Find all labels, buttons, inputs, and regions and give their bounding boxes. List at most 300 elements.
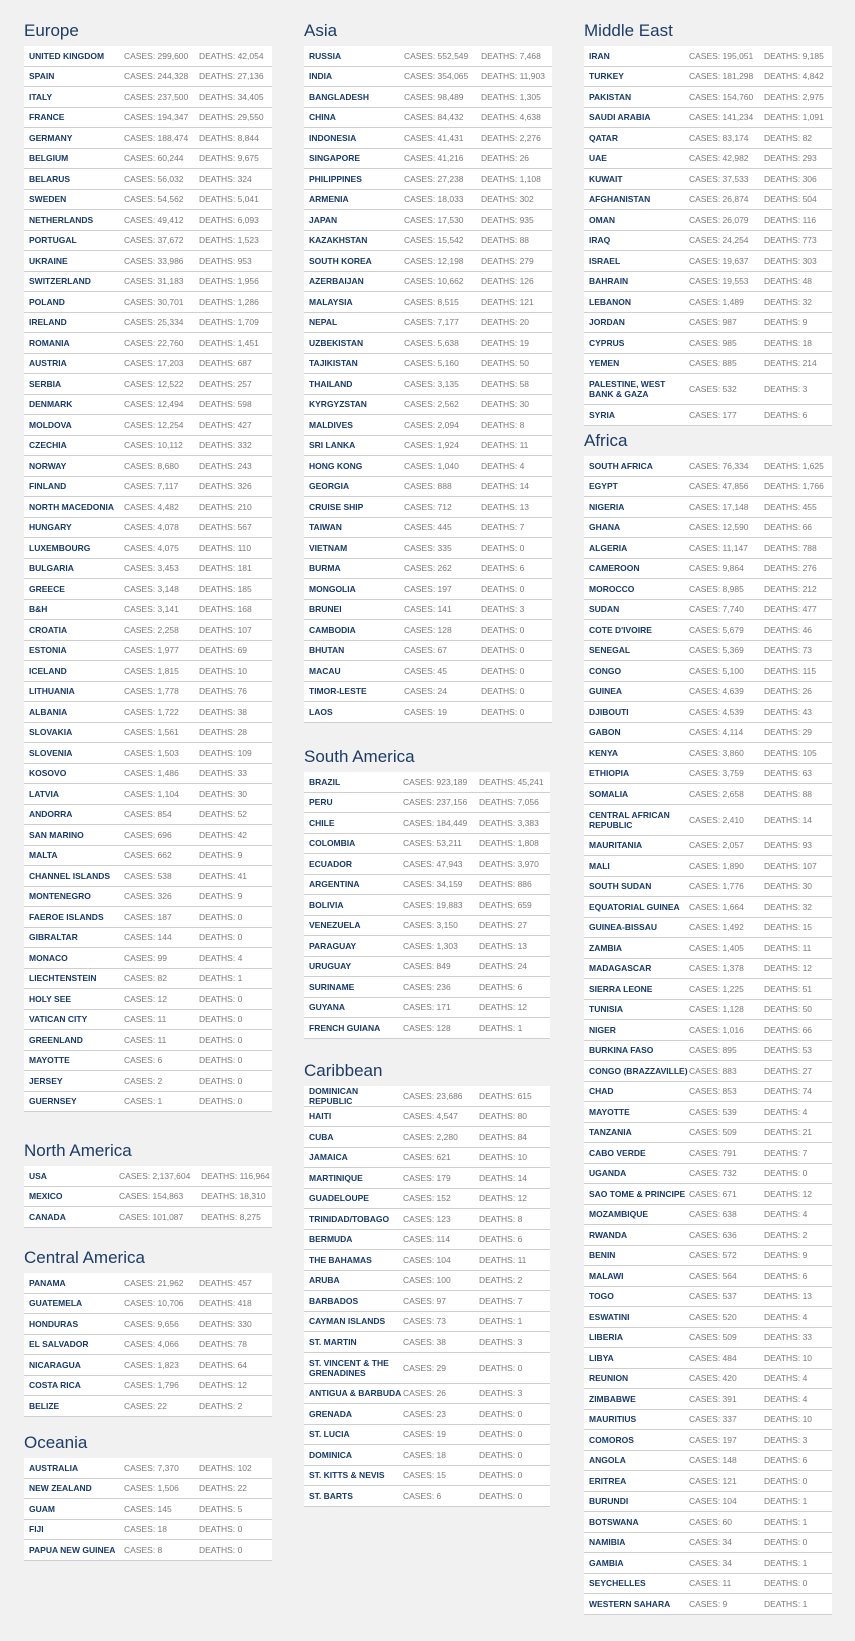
region-oceania — [24, 1432, 272, 1561]
table-row — [584, 333, 832, 354]
cases-value: CASES: 22 — [124, 1400, 167, 1411]
deaths-value: DEATHS: 0 — [479, 1449, 523, 1460]
table-row — [584, 67, 832, 88]
deaths-value: DEATHS: 116,964 — [201, 1170, 270, 1181]
deaths-value: DEATHS: 7 — [764, 1147, 808, 1158]
country-table — [304, 1086, 550, 1507]
country-table — [304, 46, 552, 723]
country-table — [24, 1273, 272, 1417]
country-name: TOGO — [589, 1291, 614, 1302]
table-row — [584, 456, 832, 477]
deaths-value: DEATHS: 330 — [199, 1318, 252, 1329]
table-row — [24, 67, 272, 88]
country-name: VATICAN CITY — [29, 1014, 88, 1025]
table-row — [24, 723, 272, 744]
table-row — [584, 1082, 832, 1103]
deaths-value: DEATHS: 8,275 — [201, 1211, 261, 1222]
cases-value: CASES: 3,860 — [689, 747, 744, 758]
cases-value: CASES: 2,562 — [404, 399, 459, 410]
country-name: ESTONIA — [29, 645, 67, 656]
table-row — [304, 1312, 550, 1333]
deaths-value: DEATHS: 4,638 — [481, 112, 541, 123]
cases-value: CASES: 5,100 — [689, 665, 744, 676]
cases-value: CASES: 1 — [124, 1096, 163, 1107]
deaths-value: DEATHS: 477 — [764, 604, 817, 615]
country-name: LUXEMBOURG — [29, 542, 91, 553]
country-name: ST. MARTIN — [309, 1336, 357, 1347]
country-name: REUNION — [589, 1373, 629, 1384]
deaths-value: DEATHS: 76 — [199, 686, 248, 697]
cases-value: CASES: 696 — [124, 829, 172, 840]
deaths-value: DEATHS: 0 — [199, 911, 243, 922]
deaths-value: DEATHS: 11 — [479, 1254, 527, 1265]
table-row — [304, 395, 552, 416]
cases-value: CASES: 98,489 — [404, 91, 464, 102]
table-row — [24, 477, 272, 498]
deaths-value: DEATHS: 293 — [764, 153, 817, 164]
table-row — [584, 272, 832, 293]
country-name: MOROCCO — [589, 583, 635, 594]
cases-value: CASES: 26,874 — [689, 194, 749, 205]
cases-value: CASES: 148 — [689, 1455, 737, 1466]
table-row — [24, 108, 272, 129]
cases-value: CASES: 99 — [124, 952, 167, 963]
table-row — [584, 600, 832, 621]
table-row — [24, 866, 272, 887]
country-name: LITHUANIA — [29, 686, 75, 697]
table-row — [584, 1266, 832, 1287]
country-name: SENEGAL — [589, 645, 631, 656]
table-row — [584, 477, 832, 498]
region-central-america — [24, 1247, 272, 1417]
deaths-value: DEATHS: 6 — [764, 1270, 808, 1281]
deaths-value: DEATHS: 6,093 — [199, 214, 259, 225]
cases-value: CASES: 7,370 — [124, 1462, 179, 1473]
cases-value: CASES: 17,203 — [124, 358, 184, 369]
cases-value: CASES: 791 — [689, 1147, 737, 1158]
cases-value: CASES: 985 — [689, 337, 737, 348]
deaths-value: DEATHS: 0 — [199, 1075, 243, 1086]
country-name: FAEROE ISLANDS — [29, 911, 104, 922]
cases-value: CASES: 171 — [403, 1002, 451, 1013]
country-name: JAPAN — [309, 214, 338, 225]
cases-value: CASES: 2 — [124, 1075, 163, 1086]
deaths-value: DEATHS: 1,523 — [199, 235, 259, 246]
table-row — [584, 251, 832, 272]
table-row — [24, 559, 272, 580]
cases-value: CASES: 4,539 — [689, 706, 744, 717]
cases-value: CASES: 8,515 — [404, 296, 459, 307]
cases-value: CASES: 5,160 — [404, 358, 459, 369]
country-table — [24, 46, 272, 1112]
deaths-value: DEATHS: 115 — [764, 665, 817, 676]
table-row — [584, 1369, 832, 1390]
deaths-value: DEATHS: 935 — [481, 214, 534, 225]
deaths-value: DEATHS: 30 — [199, 788, 248, 799]
table-row — [24, 1540, 272, 1561]
country-name: CRUISE SHIP — [309, 501, 364, 512]
table-row — [304, 477, 552, 498]
table-row — [304, 333, 552, 354]
table-row — [584, 169, 832, 190]
cases-value: CASES: 1,506 — [124, 1483, 179, 1494]
cases-value: CASES: 41,216 — [404, 153, 464, 164]
country-name: USA — [29, 1170, 47, 1181]
country-name: LEBANON — [589, 296, 632, 307]
cases-value: CASES: 484 — [689, 1352, 737, 1363]
cases-value: CASES: 538 — [124, 870, 172, 881]
cases-value: CASES: 888 — [404, 481, 452, 492]
table-row — [304, 620, 552, 641]
deaths-value: DEATHS: 1,305 — [481, 91, 541, 102]
country-name: ST. KITTS & NEVIS — [309, 1470, 385, 1481]
table-row — [584, 231, 832, 252]
deaths-value: DEATHS: 26 — [481, 153, 530, 164]
country-name: GUYANA — [309, 1002, 346, 1013]
country-name: GUINEA-BISSAU — [589, 922, 658, 933]
country-name: ST. VINCENT & THE GRENADINES — [309, 1357, 389, 1378]
table-row — [24, 1207, 272, 1228]
table-row — [584, 1246, 832, 1267]
table-row — [584, 1143, 832, 1164]
country-name: BAHRAIN — [589, 276, 629, 287]
table-row — [24, 805, 272, 826]
deaths-value: DEATHS: 212 — [764, 583, 817, 594]
country-name: GIBRALTAR — [29, 932, 78, 943]
table-row — [584, 805, 832, 836]
country-table — [584, 456, 832, 1615]
country-name: BANGLADESH — [309, 91, 369, 102]
deaths-value: DEATHS: 0 — [199, 1096, 243, 1107]
country-name: BRAZIL — [309, 776, 341, 787]
cases-value: CASES: 4,482 — [124, 501, 179, 512]
cases-value: CASES: 3,141 — [124, 604, 179, 615]
table-row — [24, 784, 272, 805]
cases-value: CASES: 9,656 — [124, 1318, 179, 1329]
deaths-value: DEATHS: 0 — [764, 1168, 808, 1179]
country-name: ROMANIA — [29, 337, 70, 348]
cases-value: CASES: 9 — [689, 1598, 728, 1609]
cases-value: CASES: 19 — [403, 1429, 446, 1440]
country-name: ZIMBABWE — [589, 1393, 636, 1404]
cases-value: CASES: 5,369 — [689, 645, 744, 656]
table-row — [24, 1071, 272, 1092]
cases-value: CASES: 391 — [689, 1393, 737, 1404]
cases-value: CASES: 520 — [689, 1311, 737, 1322]
table-row — [584, 374, 832, 405]
region-title: Europe — [24, 21, 79, 40]
deaths-value: DEATHS: 788 — [764, 542, 817, 553]
country-name: WESTERN SAHARA — [589, 1598, 671, 1609]
deaths-value: DEATHS: 4 — [199, 952, 243, 963]
deaths-value: DEATHS: 10 — [764, 1414, 813, 1425]
table-row — [24, 1010, 272, 1031]
cases-value: CASES: 2,094 — [404, 419, 459, 430]
cases-value: CASES: 12,198 — [404, 255, 464, 266]
cases-value: CASES: 128 — [404, 624, 452, 635]
country-name: MALAYSIA — [309, 296, 353, 307]
deaths-value: DEATHS: 9 — [764, 317, 808, 328]
deaths-value: DEATHS: 52 — [199, 809, 248, 820]
table-row — [584, 1164, 832, 1185]
table-row — [24, 682, 272, 703]
table-row — [304, 190, 552, 211]
cases-value: CASES: 1,924 — [404, 440, 459, 451]
deaths-value: DEATHS: 3 — [479, 1388, 523, 1399]
table-row — [24, 415, 272, 436]
table-row — [24, 764, 272, 785]
country-name: CENTRAL AFRICAN REPUBLIC — [589, 809, 670, 830]
deaths-value: DEATHS: 12 — [764, 963, 813, 974]
country-name: PORTUGAL — [29, 235, 77, 246]
deaths-value: DEATHS: 276 — [764, 563, 817, 574]
table-row — [584, 87, 832, 108]
deaths-value: DEATHS: 2,975 — [764, 91, 824, 102]
deaths-value: DEATHS: 109 — [199, 747, 252, 758]
deaths-value: DEATHS: 12 — [479, 1193, 528, 1204]
cases-value: CASES: 73 — [403, 1316, 446, 1327]
cases-value: CASES: 662 — [124, 850, 172, 861]
table-row — [24, 169, 272, 190]
deaths-value: DEATHS: 50 — [481, 358, 530, 369]
cases-value: CASES: 1,492 — [689, 922, 744, 933]
deaths-value: DEATHS: 615 — [479, 1090, 532, 1101]
country-name: PAKISTAN — [589, 91, 632, 102]
country-name: SYRIA — [589, 409, 615, 420]
country-name: GUATEMELA — [29, 1298, 83, 1309]
deaths-value: DEATHS: 1,625 — [764, 460, 824, 471]
cases-value: CASES: 19,553 — [689, 276, 749, 287]
deaths-value: DEATHS: 0 — [199, 1014, 243, 1025]
table-row — [584, 292, 832, 313]
table-row — [304, 559, 552, 580]
cases-value: CASES: 2,137,604 — [119, 1170, 191, 1181]
cases-value: CASES: 2,057 — [689, 840, 744, 851]
region-title: Asia — [304, 21, 338, 40]
table-row — [24, 887, 272, 908]
country-name: VIETNAM — [309, 542, 348, 553]
table-row — [304, 1291, 550, 1312]
cases-value: CASES: 10,662 — [404, 276, 464, 287]
country-name: UZBEKISTAN — [309, 337, 364, 348]
table-row — [584, 1533, 832, 1554]
deaths-value: DEATHS: 504 — [764, 194, 817, 205]
table-row — [24, 210, 272, 231]
country-name: MAYOTTE — [589, 1106, 630, 1117]
country-name: SLOVAKIA — [29, 727, 73, 738]
table-row — [584, 1471, 832, 1492]
table-row — [24, 1051, 272, 1072]
deaths-value: DEATHS: 42,054 — [199, 50, 264, 61]
cases-value: CASES: 83,174 — [689, 132, 749, 143]
table-row — [304, 813, 550, 834]
country-name: SURINAME — [309, 981, 355, 992]
cases-value: CASES: 18 — [124, 1524, 167, 1535]
cases-value: CASES: 23,686 — [403, 1090, 463, 1101]
cases-value: CASES: 1,796 — [124, 1380, 179, 1391]
country-name: CHAD — [589, 1086, 614, 1097]
country-name: BENIN — [589, 1250, 616, 1261]
table-row — [584, 1205, 832, 1226]
cases-value: CASES: 895 — [689, 1045, 737, 1056]
deaths-value: DEATHS: 4 — [764, 1106, 808, 1117]
table-row — [304, 1404, 550, 1425]
table-row — [304, 854, 550, 875]
table-row — [304, 600, 552, 621]
country-name: MALAWI — [589, 1270, 624, 1281]
table-row — [304, 1148, 550, 1169]
deaths-value: DEATHS: 2,276 — [481, 132, 541, 143]
deaths-value: DEATHS: 9,675 — [199, 153, 259, 164]
cases-value: CASES: 19,637 — [689, 255, 749, 266]
cases-value: CASES: 24,254 — [689, 235, 749, 246]
deaths-value: DEATHS: 1 — [764, 1516, 808, 1527]
cases-value: CASES: 3,453 — [124, 563, 179, 574]
table-row — [304, 1384, 550, 1405]
table-row — [24, 743, 272, 764]
deaths-value: DEATHS: 110 — [199, 542, 252, 553]
country-name: KAZAKHSTAN — [309, 235, 368, 246]
cases-value: CASES: 1,378 — [689, 963, 744, 974]
country-name: ANTIGUA & BARBUDA — [309, 1388, 402, 1399]
deaths-value: DEATHS: 107 — [764, 860, 817, 871]
table-row — [584, 559, 832, 580]
table-row — [304, 1086, 550, 1107]
deaths-value: DEATHS: 1 — [764, 1496, 808, 1507]
deaths-value: DEATHS: 7,468 — [481, 50, 541, 61]
country-name: DJIBOUTI — [589, 706, 629, 717]
deaths-value: DEATHS: 69 — [199, 645, 248, 656]
country-name: YEMEN — [589, 358, 620, 369]
deaths-value: DEATHS: 1 — [479, 1316, 523, 1327]
deaths-value: DEATHS: 4 — [764, 1393, 808, 1404]
table-row — [584, 579, 832, 600]
deaths-value: DEATHS: 1,108 — [481, 173, 541, 184]
table-row — [24, 579, 272, 600]
cases-value: CASES: 19,883 — [403, 899, 463, 910]
cases-value: CASES: 638 — [689, 1209, 737, 1220]
deaths-value: DEATHS: 0 — [481, 686, 525, 697]
cases-value: CASES: 237,156 — [403, 797, 468, 808]
cases-value: CASES: 29 — [403, 1362, 446, 1373]
cases-value: CASES: 27,238 — [404, 173, 464, 184]
table-row — [24, 1499, 272, 1520]
country-name: NICARAGUA — [29, 1359, 81, 1370]
deaths-value: DEATHS: 105 — [764, 747, 817, 758]
cases-value: CASES: 3,148 — [124, 583, 179, 594]
deaths-value: DEATHS: 185 — [199, 583, 252, 594]
country-name: MALI — [589, 860, 610, 871]
deaths-value: DEATHS: 48 — [764, 276, 813, 287]
country-name: GREENLAND — [29, 1034, 83, 1045]
country-name: SRI LANKA — [309, 440, 356, 451]
country-name: HOLY SEE — [29, 993, 72, 1004]
cases-value: CASES: 15,542 — [404, 235, 464, 246]
cases-value: CASES: 8,680 — [124, 460, 179, 471]
deaths-value: DEATHS: 1,451 — [199, 337, 259, 348]
country-name: GUINEA — [589, 686, 623, 697]
cases-value: CASES: 885 — [689, 358, 737, 369]
region-title: Middle East — [584, 21, 673, 40]
deaths-value: DEATHS: 687 — [199, 358, 252, 369]
table-row — [24, 1092, 272, 1113]
deaths-value: DEATHS: 12 — [764, 1188, 813, 1199]
cases-value: CASES: 1,489 — [689, 296, 744, 307]
table-row — [304, 169, 552, 190]
cases-value: CASES: 34,159 — [403, 879, 463, 890]
cases-value: CASES: 853 — [689, 1086, 737, 1097]
deaths-value: DEATHS: 0 — [479, 1470, 523, 1481]
deaths-value: DEATHS: 30 — [764, 881, 813, 892]
country-name: SWITZERLAND — [29, 276, 91, 287]
deaths-value: DEATHS: 4 — [764, 1209, 808, 1220]
deaths-value: DEATHS: 80 — [479, 1111, 528, 1122]
country-name: ALGERIA — [589, 542, 628, 553]
cases-value: CASES: 12 — [124, 993, 167, 1004]
deaths-value: DEATHS: 4 — [764, 1311, 808, 1322]
table-row — [584, 1123, 832, 1144]
cases-value: CASES: 4,066 — [124, 1339, 179, 1350]
deaths-value: DEATHS: 3 — [479, 1336, 523, 1347]
table-row — [304, 272, 552, 293]
cases-value: CASES: 3,135 — [404, 378, 459, 389]
country-name: NETHERLANDS — [29, 214, 94, 225]
cases-value: CASES: 104 — [689, 1496, 737, 1507]
table-row — [584, 46, 832, 67]
cases-value: CASES: 1,016 — [689, 1024, 744, 1035]
country-name: QATAR — [589, 132, 618, 143]
country-name: CONGO (BRAZZAVILLE) — [589, 1065, 688, 1076]
country-name: BARBADOS — [309, 1295, 359, 1306]
country-table — [24, 1458, 272, 1561]
cases-value: CASES: 23 — [403, 1408, 446, 1419]
country-name: IRELAND — [29, 317, 67, 328]
table-row — [24, 620, 272, 641]
country-name: BULGARIA — [29, 563, 74, 574]
country-name: LAOS — [309, 706, 333, 717]
table-row — [584, 1184, 832, 1205]
cases-value: CASES: 237,500 — [124, 91, 189, 102]
country-name: UNITED KINGDOM — [29, 50, 105, 61]
deaths-value: DEATHS: 13 — [481, 501, 530, 512]
country-name: CABO VERDE — [589, 1147, 646, 1158]
deaths-value: DEATHS: 19 — [481, 337, 530, 348]
cases-value: CASES: 3,759 — [689, 768, 744, 779]
country-name: MAURITIUS — [589, 1414, 637, 1425]
table-row — [584, 1512, 832, 1533]
deaths-value: DEATHS: 34,405 — [199, 91, 264, 102]
cases-value: CASES: 15 — [403, 1470, 446, 1481]
cases-value: CASES: 2,280 — [403, 1131, 458, 1142]
cases-value: CASES: 4,639 — [689, 686, 744, 697]
region-caribbean — [304, 1060, 550, 1507]
cases-value: CASES: 26,079 — [689, 214, 749, 225]
region-south-america — [304, 746, 550, 1039]
country-name: SOUTH AFRICA — [589, 460, 653, 471]
country-name: MONGOLIA — [309, 583, 356, 594]
deaths-value: DEATHS: 32 — [764, 296, 813, 307]
deaths-value: DEATHS: 953 — [199, 255, 252, 266]
table-row — [304, 497, 552, 518]
deaths-value: DEATHS: 3 — [481, 604, 525, 615]
country-name: ECUADOR — [309, 858, 352, 869]
country-name: TAIWAN — [309, 522, 342, 533]
deaths-value: DEATHS: 567 — [199, 522, 252, 533]
cases-value: CASES: 1,303 — [403, 940, 458, 951]
country-name: BRUNEI — [309, 604, 342, 615]
table-row — [304, 1250, 550, 1271]
country-name: SERBIA — [29, 378, 62, 389]
